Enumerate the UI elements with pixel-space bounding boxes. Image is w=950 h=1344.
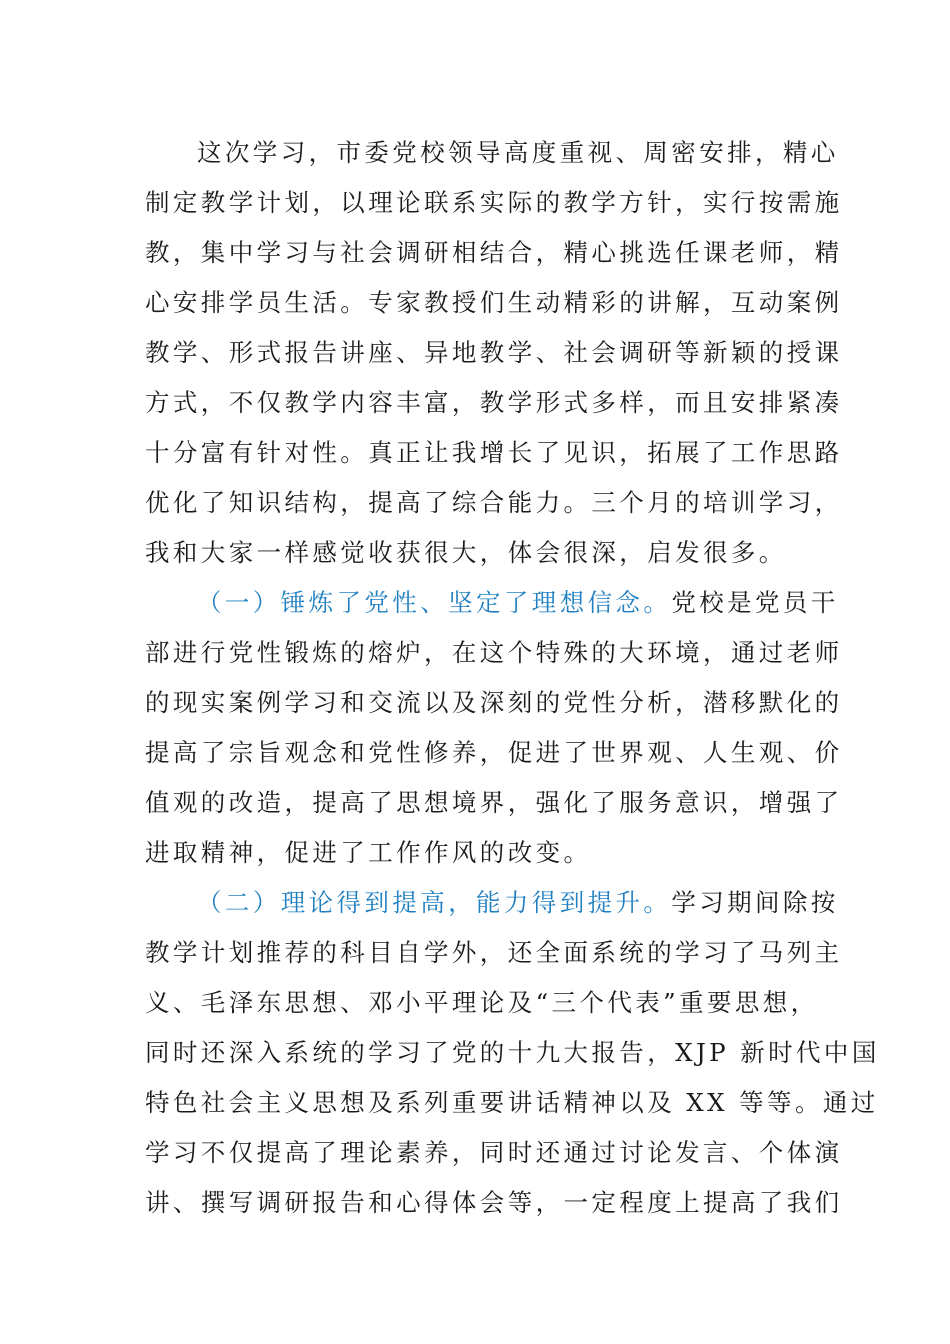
section-heading: （一）锤炼了党性、坚定了理想信念。	[197, 588, 672, 617]
text-line: 十分富有针对性。真正让我增长了见识，拓展了工作思路	[145, 438, 843, 467]
text-line: 方式，不仅教学内容丰富，教学形式多样，而且安排紧凑	[145, 388, 843, 417]
text-line: 我和大家一样感觉收获很大，体会很深，启发很多。	[145, 538, 787, 567]
text-line: 教，集中学习与社会调研相结合，精心挑选任课老师，精	[145, 238, 843, 267]
document-body	[145, 128, 880, 1228]
text-line: 进取精神，促进了工作作风的改变。	[145, 838, 592, 867]
paragraph-intro	[145, 128, 843, 578]
text-line: 优化了知识结构，提高了综合能力。三个月的培训学习，	[145, 488, 843, 517]
text-line: 心安排学员生活。专家教授们生动精彩的讲解，互动案例	[145, 288, 843, 317]
text-line: 义、毛泽东思想、邓小平理论及“三个代表”重要思想，	[145, 988, 819, 1017]
text-line: 同时还深入系统的学习了党的十九大报告，XJP 新时代中国	[145, 1038, 880, 1067]
text-line: 讲、撰写调研报告和心得体会等，一定程度上提高了我们	[145, 1188, 843, 1217]
text-line: 值观的改造，提高了思想境界，强化了服务意识，增强了	[145, 788, 843, 817]
text-line: 这次学习，市委党校领导高度重视、周密安排，精心	[197, 138, 839, 167]
text-line: 特色社会主义思想及系列重要讲话精神以及 XX 等等。通过	[145, 1088, 879, 1117]
text-line: 教学计划推荐的科目自学外，还全面系统的学习了马列主	[145, 938, 843, 967]
text-line: 部进行党性锻炼的熔炉，在这个特殊的大环境，通过老师	[145, 638, 843, 667]
text-run: 学习期间除按	[671, 888, 839, 917]
paragraph-section-2	[145, 878, 880, 1228]
paragraph-section-1	[145, 578, 843, 878]
section-heading: （二）理论得到提高，能力得到提升。	[197, 888, 672, 917]
text-line: 提高了宗旨观念和党性修养，促进了世界观、人生观、价	[145, 738, 843, 767]
text-line: 教学、形式报告讲座、异地教学、社会调研等新颖的授课	[145, 338, 843, 367]
text-line: 学习不仅提高了理论素养，同时还通过讨论发言、个体演	[145, 1138, 843, 1167]
text-line	[145, 578, 839, 628]
text-line: 制定教学计划，以理论联系实际的教学方针，实行按需施	[145, 188, 843, 217]
text-run: 党校是党员干	[671, 588, 839, 617]
text-line	[145, 878, 839, 928]
text-line: 的现实案例学习和交流以及深刻的党性分析，潜移默化的	[145, 688, 843, 717]
